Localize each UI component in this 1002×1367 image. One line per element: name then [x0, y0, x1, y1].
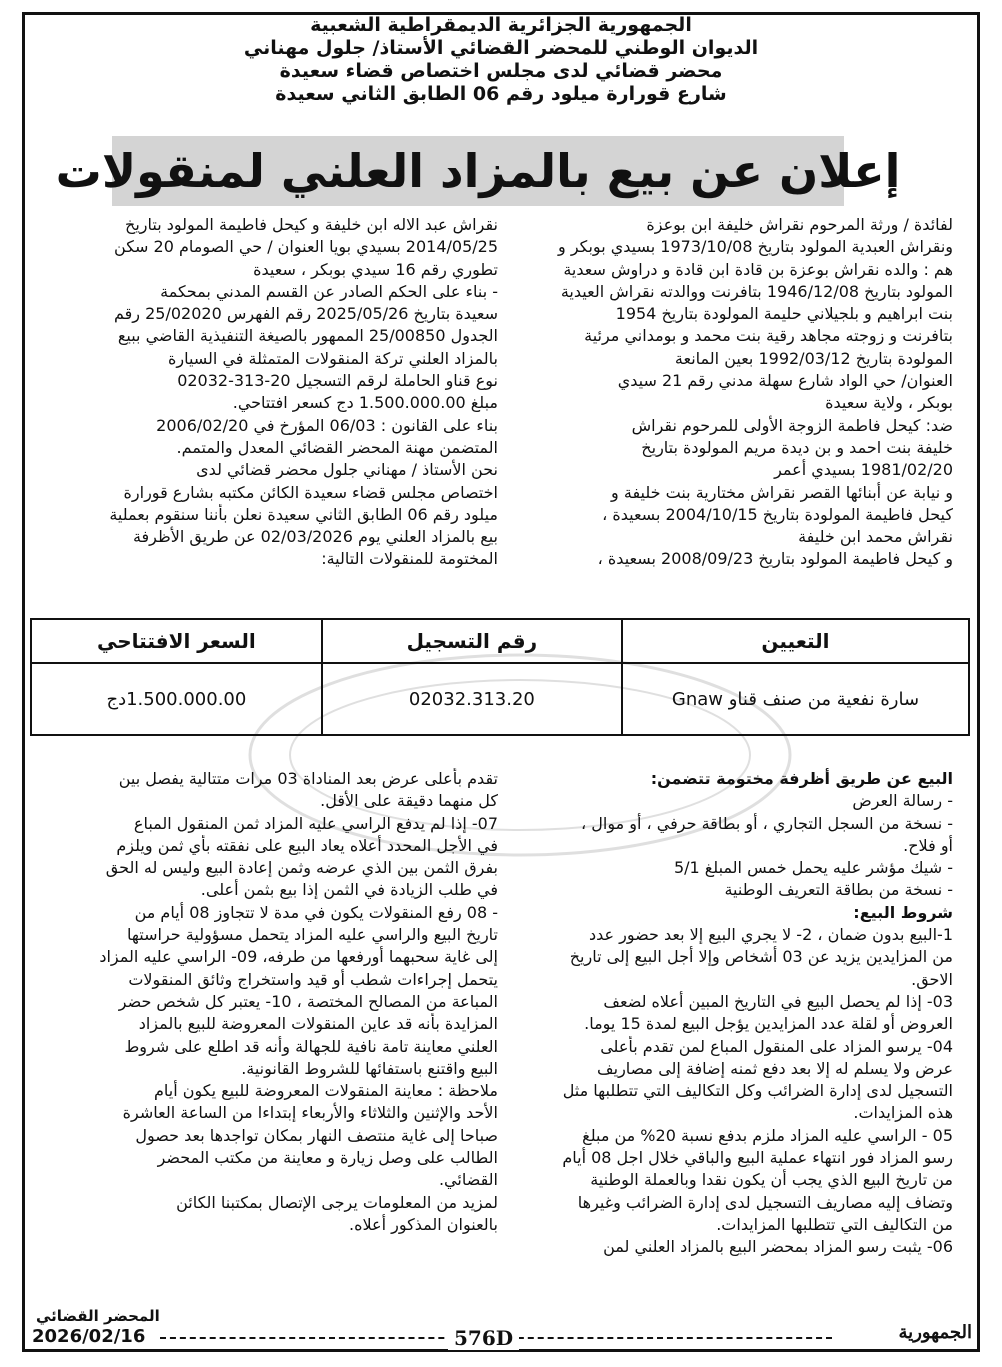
- text-line: المتضمن مهنة المحضر القضائي المعدل والمتمم.: [176, 437, 498, 457]
- text-line: كيحل فاطيمة المولودة بتاريخ 2004/10/15 بسعيدة ،: [602, 504, 953, 524]
- signature: المحضر القضائي: [36, 1307, 160, 1325]
- table-header: رقم التسجيل: [322, 619, 622, 663]
- text-line: ضد: كيحل فاطمة الزوجة الأولى للمرحوم نقراش: [631, 415, 953, 435]
- text-line: و نيابة عن أبنائها القصر نقراش مختارية بنت خليفة و: [611, 482, 953, 502]
- header-line: الديوان الوطني للمحضر القضائي الأستاذ/ جلول مهناني: [243, 37, 759, 59]
- text-line: نحن الأستاذ / مهناني جلول محضر قضائي لدى: [196, 460, 498, 480]
- table-cell: 1.500.000.00دج: [31, 663, 322, 735]
- text-line: 07- إذا لم يدفع الراسي عليه المزاد ثمن المنقول المباع: [133, 813, 498, 833]
- text-line: عرض ولا يسلم له إلا بعد دفع ثمنه إضافة إلى مصاريف: [597, 1058, 953, 1078]
- title-banner: [55, 136, 901, 206]
- column-left-bottom: [30, 768, 498, 1308]
- text-line: 2014/05/25 بسيدي بويا العنوان / حي الصومام 20 سكن: [114, 237, 498, 257]
- text-line: نوع قناو الحاملة لرقم التسجيل 20-313-02032: [177, 371, 498, 391]
- table-header: السعر الافتتاحي: [31, 619, 322, 663]
- lots-table: [30, 618, 970, 736]
- text-line: نقراش محمد ابن خليفة: [798, 527, 953, 547]
- text-line: شروط البيع:: [853, 902, 953, 922]
- text-line: - 08 رفع المنقولات يكون في مدة لا تتجاوز 08 أيام من: [134, 902, 498, 922]
- text-line: ملاحظة : معاينة المنقولات المعروضة للبيع يكون أيام: [153, 1081, 498, 1101]
- page-title: إعلان عن بيع بالمزاد العلني لمنقولات: [55, 144, 901, 198]
- text-line: سعيدة بتاريخ 2025/05/26 رقم الفهرس 25/02020 رقم: [114, 304, 498, 324]
- header-line: الجمهورية الجزائرية الديمقراطية الشعبية: [310, 14, 692, 36]
- header-line: محضر قضائي لدى مجلس اختصاص قضاء سعيدة: [279, 60, 723, 82]
- text-line: لفائدة / ورثة المرحوم نقراش خليفة ابن بوعزة: [646, 215, 953, 234]
- text-line: المباعة من المصالح المختصة ، 10- يعتبر كل شخص حضر: [118, 991, 498, 1011]
- text-line: المختومة للمنقولات التالية:: [321, 549, 498, 569]
- column-right-bottom: [505, 768, 953, 1336]
- text-line: صباحا إلى غاية منتصف النهار بمكان تواجدها بعد حصول: [135, 1125, 498, 1145]
- text-line: - شيك مؤشر عليه يحمل خمس المبلغ 5/1: [673, 858, 953, 878]
- text-line: إلى غاية سحبهما أورفعها من طرفه، 09- الراسي عليه المزاد: [99, 947, 498, 967]
- text-line: البيع عن طريق أظرفة مختومة تتضمن:: [650, 769, 953, 788]
- text-line: بفرق الثمن بين الذي عرضه وثمن إعادة البيع وليس له الحق: [105, 858, 498, 878]
- text-line: لمزيد من المعلومات يرجى الإتصال بمكتبنا الكائن: [176, 1192, 498, 1212]
- text-line: في الأجل المحدد أعلاه يعاد البيع على نفقته بأي ثمن ويلزم: [116, 835, 498, 855]
- text-line: 03- إذا لم يحصل البيع في التاريخ المبين أعلاه لضعف: [603, 991, 953, 1011]
- text-line: - نسخة من بطاقة التعريف الوطنية: [724, 880, 953, 900]
- text-line: هم : والده نقراش بوعزة بن قادة ابن قادة و دراوش سعدية: [563, 259, 953, 279]
- header: [0, 14, 1002, 106]
- text-line: رسو المزاد فور انتهاء عملية البيع والباقي خلال اجل 08 أيام: [562, 1148, 953, 1168]
- text-line: خليفة بنت احمد و بن ديدة مريم المولودة بتاريخ: [641, 437, 953, 457]
- table-header-row: [31, 619, 969, 663]
- text-line: ونقراش العبدية المولود بتاريخ 1973/10/08 بسيدي بوبكر و: [558, 237, 953, 257]
- text-line: بالعنوان المذكور أعلاه.: [349, 1214, 498, 1234]
- text-line: 1981/02/20 بسيدي أعمر: [774, 460, 953, 480]
- text-line: - رسالة العرض: [852, 791, 953, 811]
- text-line: الطالب على وصل زيارة و معاينة من مكتب المحضر: [157, 1148, 498, 1168]
- text-line: المولود بتاريخ 1946/12/08 بتافرنت ووالدته نقراش العيدية: [560, 281, 953, 301]
- text-line: بنت ابراهيم و بلجيلاني حليمة المولودة بتاريخ 1954: [615, 304, 953, 324]
- text-line: 06- يثبت رسو المزاد بمحضر البيع بالمزاد العلني لمن: [603, 1237, 953, 1257]
- footer-date: 2026/02/16: [32, 1326, 149, 1347]
- text-line: في طلب الزيادة في الثمن إذا بيع بثمن أعلى.: [200, 880, 498, 900]
- text-line: بناء على القانون : 06/03 المؤرخ في 2006/02/20: [156, 415, 498, 435]
- text-line: 1-البيع بدون ضمان ، 2- لا يجري البيع إلا بعد حضور عدد: [588, 925, 953, 945]
- text-line: 04- يرسو المزاد على المنقول المباع لمن تقدم بأعلى: [600, 1036, 953, 1056]
- table-header: التعيين: [622, 619, 969, 663]
- text-line: القضائي.: [438, 1170, 498, 1190]
- text-line: مبلغ 1.500.000.00 دج كسعر افتتاحي.: [232, 393, 498, 413]
- text-line: و كيحل فاطيمة المولود بتاريخ 2008/09/23 بسعيدة ،: [597, 549, 953, 569]
- text-line: البيع واقتنع باستفائها للشروط القانونية.: [241, 1058, 498, 1078]
- text-line: بالمزاد العلني تركة المنقولات المتمثلة في السيارة: [167, 348, 498, 368]
- text-line: أو فلاح.: [903, 835, 953, 855]
- text-line: الأحد والإثنين والثلاثاء والأربعاء إبتداءا من الساعة العاشرة: [122, 1103, 498, 1123]
- text-line: يتحمل إجراءات شطب أو قيد واستخراج وثائق المنقولات: [128, 969, 498, 989]
- column-right-top: [505, 214, 953, 606]
- text-line: نقراش عبد الاله ابن خليفة و كيحل فاطيمة المولود بتاريخ: [125, 215, 498, 234]
- text-line: العلني معاينة تامة نافية للجهالة وأنه قد اطلع على شروط: [124, 1036, 498, 1056]
- text-line: كل منهما دقيقة على الأقل.: [320, 791, 498, 811]
- text-line: من المزايدين يزيد عن 03 أشخاص وإلا أجل البيع إلى تاريخ: [569, 947, 953, 967]
- text-line: - نسخة من السجل التجاري ، أو بطاقة حرفي ، أو موال ،: [581, 813, 953, 833]
- text-line: المزايدة بأنه قد عاين المنقولات المعروضة للبيع بالمزاد: [138, 1014, 498, 1034]
- text-line: هذه المزايدات.: [853, 1103, 953, 1123]
- text-line: بتافرنت و زوجته مجاهد رقية بنت محمد و بومداني مرئية: [584, 326, 953, 346]
- text-line: بوبكر ، ولاية سعيدة: [825, 393, 953, 413]
- table-row: [31, 663, 969, 735]
- text-line: - بناء على الحكم الصادر عن القسم المدني بمحكمة: [160, 281, 498, 301]
- issue-number: 576D: [448, 1326, 519, 1350]
- column-left-top: [30, 214, 498, 606]
- text-line: تاريخ البيع والراسي عليه المزاد يتحمل مسؤولية حراستها: [127, 925, 498, 945]
- header-line: شارع قورارة ميلود رقم 06 الطابق الثاني سعيدة: [275, 83, 727, 105]
- text-line: العروض أو لقلة عدد المزايدين يؤجل البيع لمدة 15 يوما.: [584, 1014, 953, 1034]
- text-line: من التكاليف التي تتطلبها المزايدات.: [716, 1214, 953, 1234]
- text-line: تطوري رقم 16 سيدي بوبكر ، سعيدة: [253, 259, 498, 279]
- table-cell: سارة نفعية من صنف قناو Gnaw: [622, 663, 969, 735]
- text-line: اختصاص مجلس قضاء سعيدة الكائن مكتبه بشارع قورارة: [123, 482, 498, 502]
- text-line: بيع بالمزاد العلني يوم 02/03/2026 عن طريق الأظرفة: [132, 527, 498, 547]
- text-line: تقدم بأعلى عرض بعد المناداة 03 مرات متتالية يفصل بين: [118, 769, 498, 788]
- text-line: العنوان/ حي الواد شارع سهلة مدني رقم 21 سيدي: [617, 371, 953, 391]
- text-line: المولودة بتاريخ 1992/03/12 بعين المانعة: [674, 348, 953, 368]
- text-line: ميلود رقم 06 الطابق الثاني سعيدة نعلن بأننا سنقوم بعملية: [109, 504, 498, 524]
- newspaper-logo: الجمهورية: [898, 1322, 972, 1343]
- table-cell: 02032.313.20: [322, 663, 622, 735]
- text-line: التسجيل لدى إدارة الضرائب وكل التكاليف التي تتطلبها مثل: [562, 1081, 953, 1101]
- text-line: وتضاف إليه مصاريف التسجيل لدى إدارة الضرائب وغيرها: [577, 1192, 953, 1212]
- text-line: الاحق.: [911, 969, 953, 989]
- text-line: 05 - الراسي عليه المزاد ملزم بدفع نسبة 20% من مبلغ: [582, 1125, 953, 1145]
- text-line: الجدول 25/00850 الممهور بالصيغة التنفيذية القاضي ببيع: [117, 326, 498, 346]
- text-line: من تاريخ البيع الذي يجب أن يكون نقدا وبالعملة الوطنية: [590, 1170, 953, 1190]
